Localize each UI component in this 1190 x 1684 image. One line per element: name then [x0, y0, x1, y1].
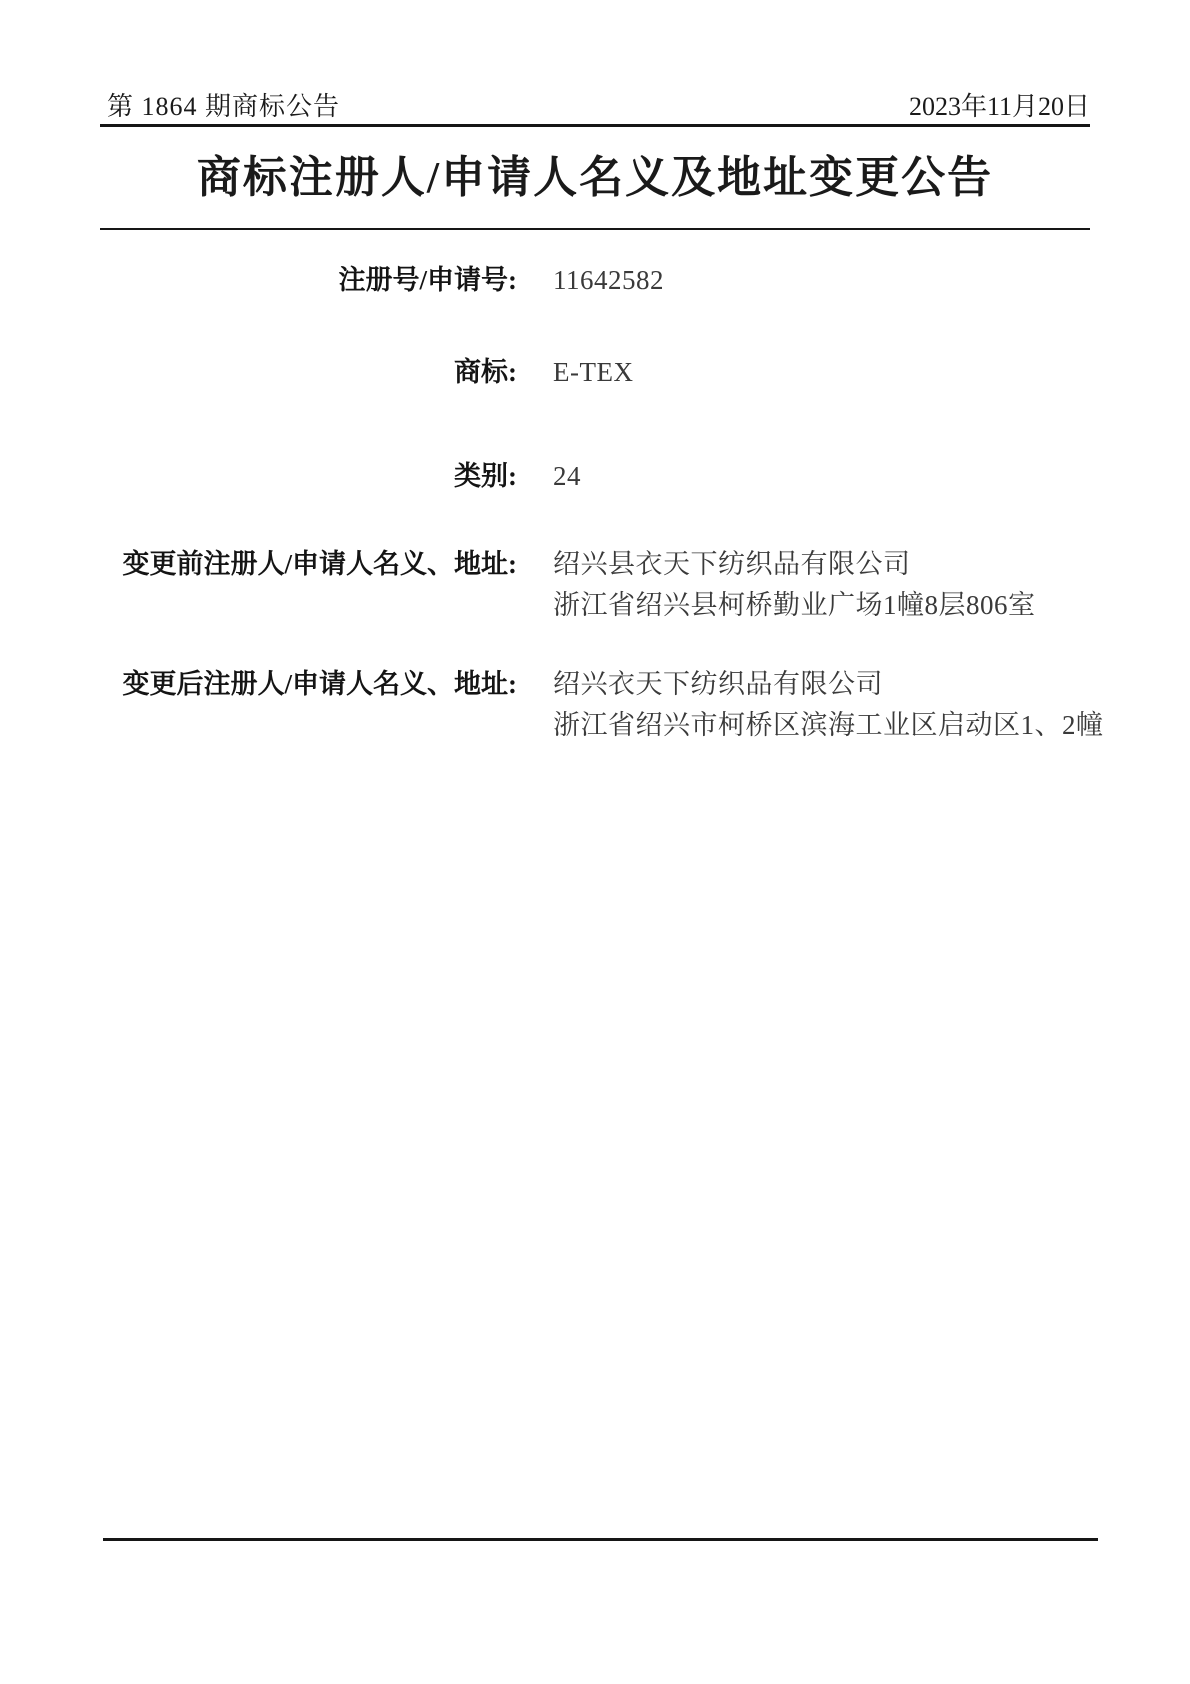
class-label: 类别: — [454, 461, 517, 491]
before-change-owner-name: 绍兴县衣天下纺织品有限公司 — [553, 549, 911, 579]
after-change-owner-address: 浙江省绍兴市柯桥区滨海工业区启动区1、2幢 — [553, 710, 1104, 740]
gazette-date: 2023年11月20日 — [908, 92, 1090, 121]
footer-rule — [103, 1538, 1098, 1541]
before-change-label: 变更前注册人/申请人名义、地址: — [122, 549, 517, 579]
title-rule — [100, 228, 1090, 230]
page-title: 商标注册人/申请人名义及地址变更公告 — [196, 153, 994, 202]
gazette-issue-number: 第 1864 期商标公告 — [107, 92, 341, 121]
after-change-owner-name: 绍兴衣天下纺织品有限公司 — [553, 669, 883, 699]
trademark-label: 商标: — [454, 357, 517, 387]
registration-number-label: 注册号/申请号: — [338, 265, 517, 295]
before-change-owner-address: 浙江省绍兴县柯桥勤业广场1幢8层806室 — [553, 590, 1036, 620]
before-change-value — [553, 544, 1113, 626]
class-value: 24 — [553, 461, 581, 491]
registration-number-value: 11642582 — [553, 265, 664, 295]
after-change-label: 变更后注册人/申请人名义、地址: — [122, 669, 517, 699]
header-rule — [100, 124, 1090, 127]
trademark-value: E-TEX — [553, 357, 634, 387]
after-change-value — [553, 664, 1113, 746]
